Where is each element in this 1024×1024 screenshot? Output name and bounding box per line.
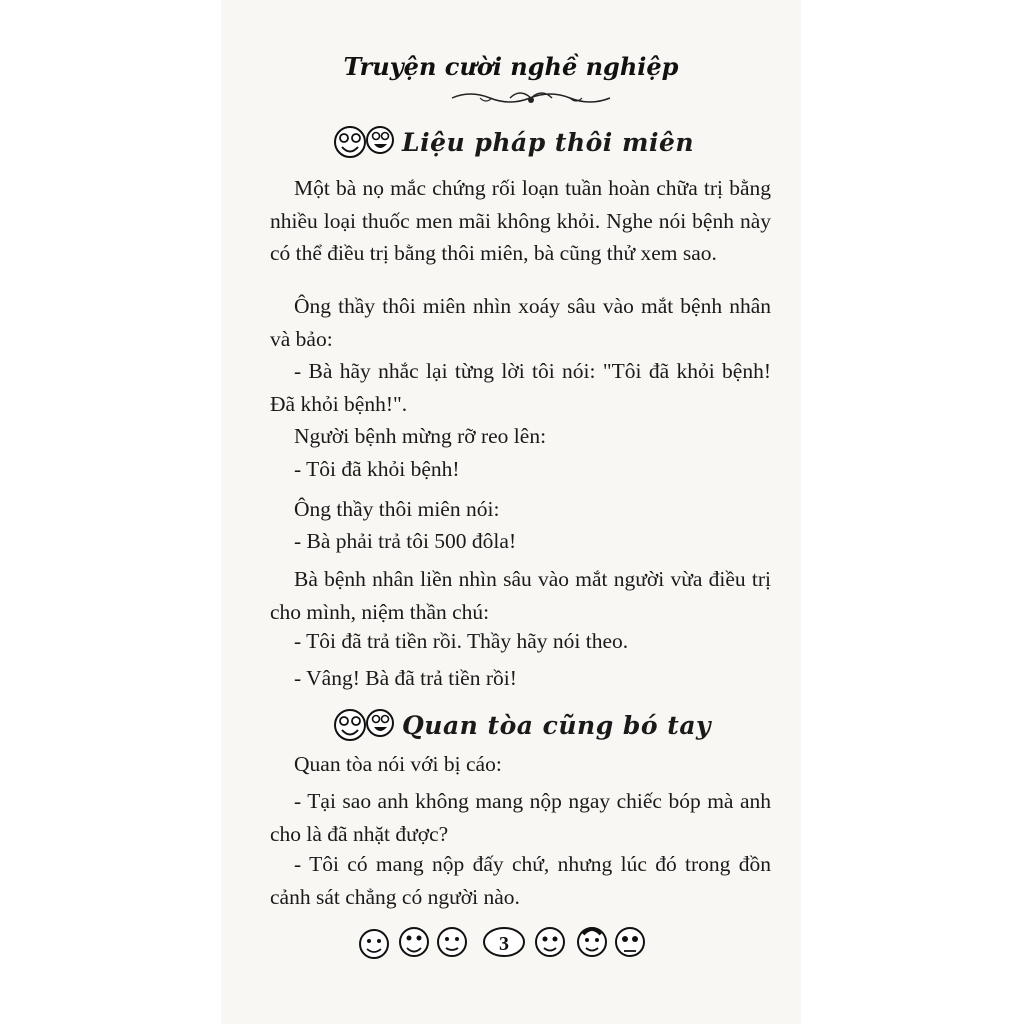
story1-title: Liệu pháp thôi miên: [402, 127, 695, 157]
story1-paragraph: - Bà phải trả tôi 500 đôla!: [294, 529, 517, 553]
story1-paragraph: - Vâng! Bà đã trả tiền rồi!: [294, 666, 517, 690]
story2-paragraph: Quan tòa nói với bị cáo:: [294, 752, 502, 776]
story1-heading: [332, 122, 694, 162]
story1-paragraph: Ông thầy thôi miên nói:: [294, 497, 500, 521]
story2-title: Quan tòa cũng bó tay: [402, 710, 712, 740]
story1-paragraph: - Tôi đã khỏi bệnh!: [294, 457, 460, 481]
story1-paragraph: - Bà hãy nhắc lại từng lời tôi nói: "Tôi đã khỏi bệnh! Đã khỏi bệnh!".: [270, 359, 771, 416]
page-footer-faces: [352, 920, 682, 966]
smiley-faces-icon: [332, 705, 398, 745]
story1-paragraph: Ông thầy thôi miên nhìn xoáy sâu vào mắt bệnh nhân và bảo:: [270, 294, 771, 351]
story1-paragraph: Người bệnh mừng rỡ reo lên:: [294, 424, 547, 448]
story1-paragraph: Bà bệnh nhân liền nhìn sâu vào mắt người vừa điều trị cho mình, niệm thần chú:: [270, 567, 771, 624]
running-header: Truyện cười nghề nghiệp: [343, 52, 679, 81]
ornament-flourish: [450, 88, 612, 108]
story1-paragraph: Một bà nọ mắc chứng rối loạn tuần hoàn chữa trị bằng nhiều loại thuốc men mãi không khỏi. Nghe nói bệnh này có thể điều trị bằng thôi miên, bà cũng thử xem sao.: [270, 176, 771, 265]
smiley-faces-icon: [332, 122, 398, 162]
story2-paragraph: - Tại sao anh không mang nộp ngay chiếc bóp mà anh cho là đã nhặt được?: [270, 789, 771, 846]
page-number: 3: [499, 933, 509, 955]
story2-heading: [332, 705, 711, 745]
story2-paragraph: - Tôi có mang nộp đấy chứ, nhưng lúc đó trong đồn cảnh sát chẳng có người nào.: [270, 852, 771, 909]
story1-paragraph: - Tôi đã trả tiền rồi. Thầy hãy nói theo.: [294, 629, 629, 653]
book-page: [222, 0, 800, 1024]
